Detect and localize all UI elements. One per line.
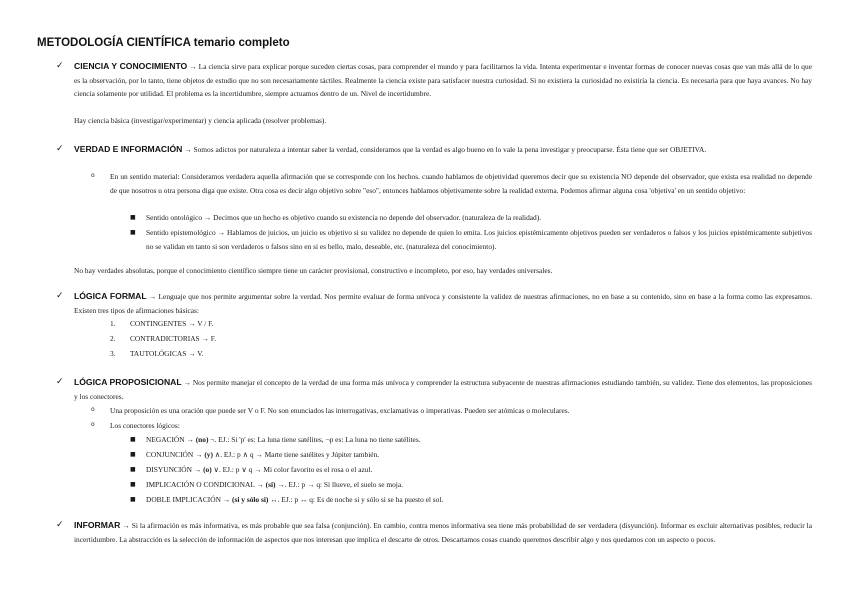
connector-example: ¬. EJ.: Si 'p' es: La luna tiene satélites, ¬p es: La luna no tiene satélites.: [208, 435, 421, 444]
list-number: 2.: [110, 334, 116, 343]
bullet-square-icon: ■: [130, 214, 136, 221]
connector-keyword: (no): [195, 435, 209, 444]
connector-keyword: (o): [203, 465, 212, 474]
connector-keyword: (si): [265, 480, 276, 489]
bullet-square-icon: ■: [130, 436, 136, 443]
section-paragraph: [74, 376, 812, 403]
section-text: → Si la afirmación es más informativa, es más probable que sea falsa (conjunción). En cambio, contra menos informativa sea tiene más probabilidad de ser verdadera (disyunción). Informar es excluir alternativas posibles, reducir la incertidumbre. La abstracción es la selección de información de aspectos que nos interesan que implica el descarte de otros. Descartamos cosas cuando queremos describir algo y nos quedamos con un aspecto o pocos.: [74, 521, 812, 544]
list-item: CONTINGENTES → V / F.: [130, 319, 214, 328]
connector-name: NEGACIÓN →: [146, 435, 196, 444]
section-text: → Nos permite manejar el concepto de la verdad de una forma más unívoca y comprender la estructura subyacente de nuestras afirmaciones estudiando también, su validez. Tiene dos elementos, las proposiciones y los conectores.: [74, 378, 812, 401]
connector-name: IMPLICACIÓN O CONDICIONAL →: [146, 480, 266, 489]
connector-keyword: (si y sólo si): [232, 495, 269, 504]
section-text: → Somos adictos por naturaleza a intentar saber la verdad, consideramos que la verdad es algo bueno en lo vale la pena investigar y preocuparse. Ésta tiene que ser OBJETIVA.: [182, 145, 707, 154]
bullet-circle-icon: o: [91, 421, 95, 428]
check-icon: ✓: [56, 377, 64, 387]
section-heading: CIENCIA Y CONOCIMIENTO: [74, 61, 188, 71]
connector-name: DISYUNCIÓN →: [146, 465, 204, 474]
sub-sub-item-text: Sentido ontológico → Decimos que un hecho es objetivo cuando su existencia no depende del observador. (naturaleza de la realidad).: [146, 213, 542, 222]
section-heading: INFORMAR: [74, 520, 121, 530]
bullet-circle-icon: o: [91, 406, 95, 413]
connector-example: ↔. EJ.: p ↔ q: Es de noche si y sólo si se ha puesto el sol.: [268, 495, 444, 504]
connector-keyword: (y): [204, 450, 213, 459]
connector-name: CONJUNCIÓN →: [146, 450, 205, 459]
connector-example: ∨. EJ.: p ∨ q → Mi color favorito es el rosa o el azul.: [211, 465, 373, 474]
sub-item-text: Una proposición es una oración que puede ser V o F. No son enunciados las interrogativas, exclamativas o imperativas. Pueden ser atómicas o moleculares.: [110, 406, 570, 415]
bullet-square-icon: ■: [130, 451, 136, 458]
connector-item: [146, 433, 812, 447]
sub-item-text: Los conectores lógicos:: [110, 421, 180, 430]
connector-item: [146, 448, 812, 462]
section-paragraph: [74, 519, 812, 546]
section-note: Hay ciencia básica (investigar/experimentar) y ciencia aplicada (resolver problemas).: [74, 116, 327, 125]
bullet-square-icon: ■: [130, 466, 136, 473]
section-note: No hay verdades absolutas, porque el conocimiento científico siempre tiene un carácter provisional, constructivo e incompleto, por eso, hay verdades universales.: [74, 266, 553, 275]
connector-item: [146, 493, 812, 507]
connector-example: →. EJ.: p → q: Si llueve, el suelo se moja.: [275, 480, 403, 489]
bullet-square-icon: ■: [130, 229, 136, 236]
list-number: 1.: [110, 319, 116, 328]
connector-item: [146, 478, 812, 492]
check-icon: ✓: [56, 61, 64, 71]
list-item: CONTRADICTORIAS → F.: [130, 334, 217, 343]
section-heading: VERDAD E INFORMACIÓN: [74, 144, 183, 154]
check-icon: ✓: [56, 291, 64, 301]
section-heading: LÓGICA FORMAL: [74, 291, 147, 301]
bullet-circle-icon: o: [91, 172, 95, 179]
bullet-square-icon: ■: [130, 496, 136, 503]
connector-item: [146, 463, 812, 477]
list-item: TAUTOLÓGICAS → V.: [130, 349, 204, 358]
bullet-square-icon: ■: [130, 481, 136, 488]
connector-example: ∧. EJ.: p ∧ q → Marte tiene satélites y Júpiter también.: [212, 450, 380, 459]
section-text: → La ciencia sirve para explicar porque suceden ciertas cosas, para comprender el mundo y para facilitarnos la vida. Intenta experimentar e inventar formas de conocer nuevas cosas que van más allá de lo que es la observación, por lo tanto, tiene objetos de estudio que no son necesariamente táctiles. Realmente la ciencia existe para satisfacer nuestra curiosidad. Si no existiera la curiosidad no existiría la ciencia. Es necesaria para que haya avances. No hay ciencia solamente por utilidad. El problema es la incertidumbre, siempre actuamos dentro de un. Nivel de incertidumbre.: [74, 62, 812, 98]
list-number: 3.: [110, 349, 116, 358]
section-paragraph: [74, 143, 812, 157]
document-title: METODOLOGÍA CIENTÍFICA temario completo: [37, 37, 290, 49]
sub-item-text: En un sentido material: Consideramos verdadera aquella afirmación que se corresponde con los hechos. cuando hablamos de objetividad queremos decir que su existencia NO depende del observador, que exista esa realidad no depende de que nosotros u otra persona diga que existe. Otra cosa es decir algo objetivo sobre "eso", entonces hablamos objetivamente sobre la realidad externa. Podemos afirmar alguna cosa 'objetiva' en un sentido objetivo:: [110, 172, 812, 195]
sub-sub-item-text: Sentido epistemológico → Hablamos de juicios, un juicio es objetivo si su validez no depende de quien lo emita. Los juicios epistémicamente objetivos pueden ser verdaderos o falsos y los juicios epistémicamente subjetivos no se validan en tanto si son verdaderos o falsos sino en si es bello, malo, deseable, etc. (naturaleza del conocimiento).: [146, 228, 812, 251]
check-icon: ✓: [56, 144, 64, 154]
connector-name: DOBLE IMPLICACIÓN →: [146, 495, 233, 504]
section-heading: LÓGICA PROPOSICIONAL: [74, 377, 182, 387]
check-icon: ✓: [56, 520, 64, 530]
section-paragraph: [74, 60, 812, 101]
section-paragraph: [74, 290, 812, 317]
section-text: → Lenguaje que nos permite argumentar sobre la verdad. Nos permite evaluar de forma unívoca y consistente la validez de nuestras afirmaciones, no en base a su contenido, sino en base a la forma como las expresamos. Existen tres tipos de afirmaciones básicas:: [74, 292, 812, 315]
